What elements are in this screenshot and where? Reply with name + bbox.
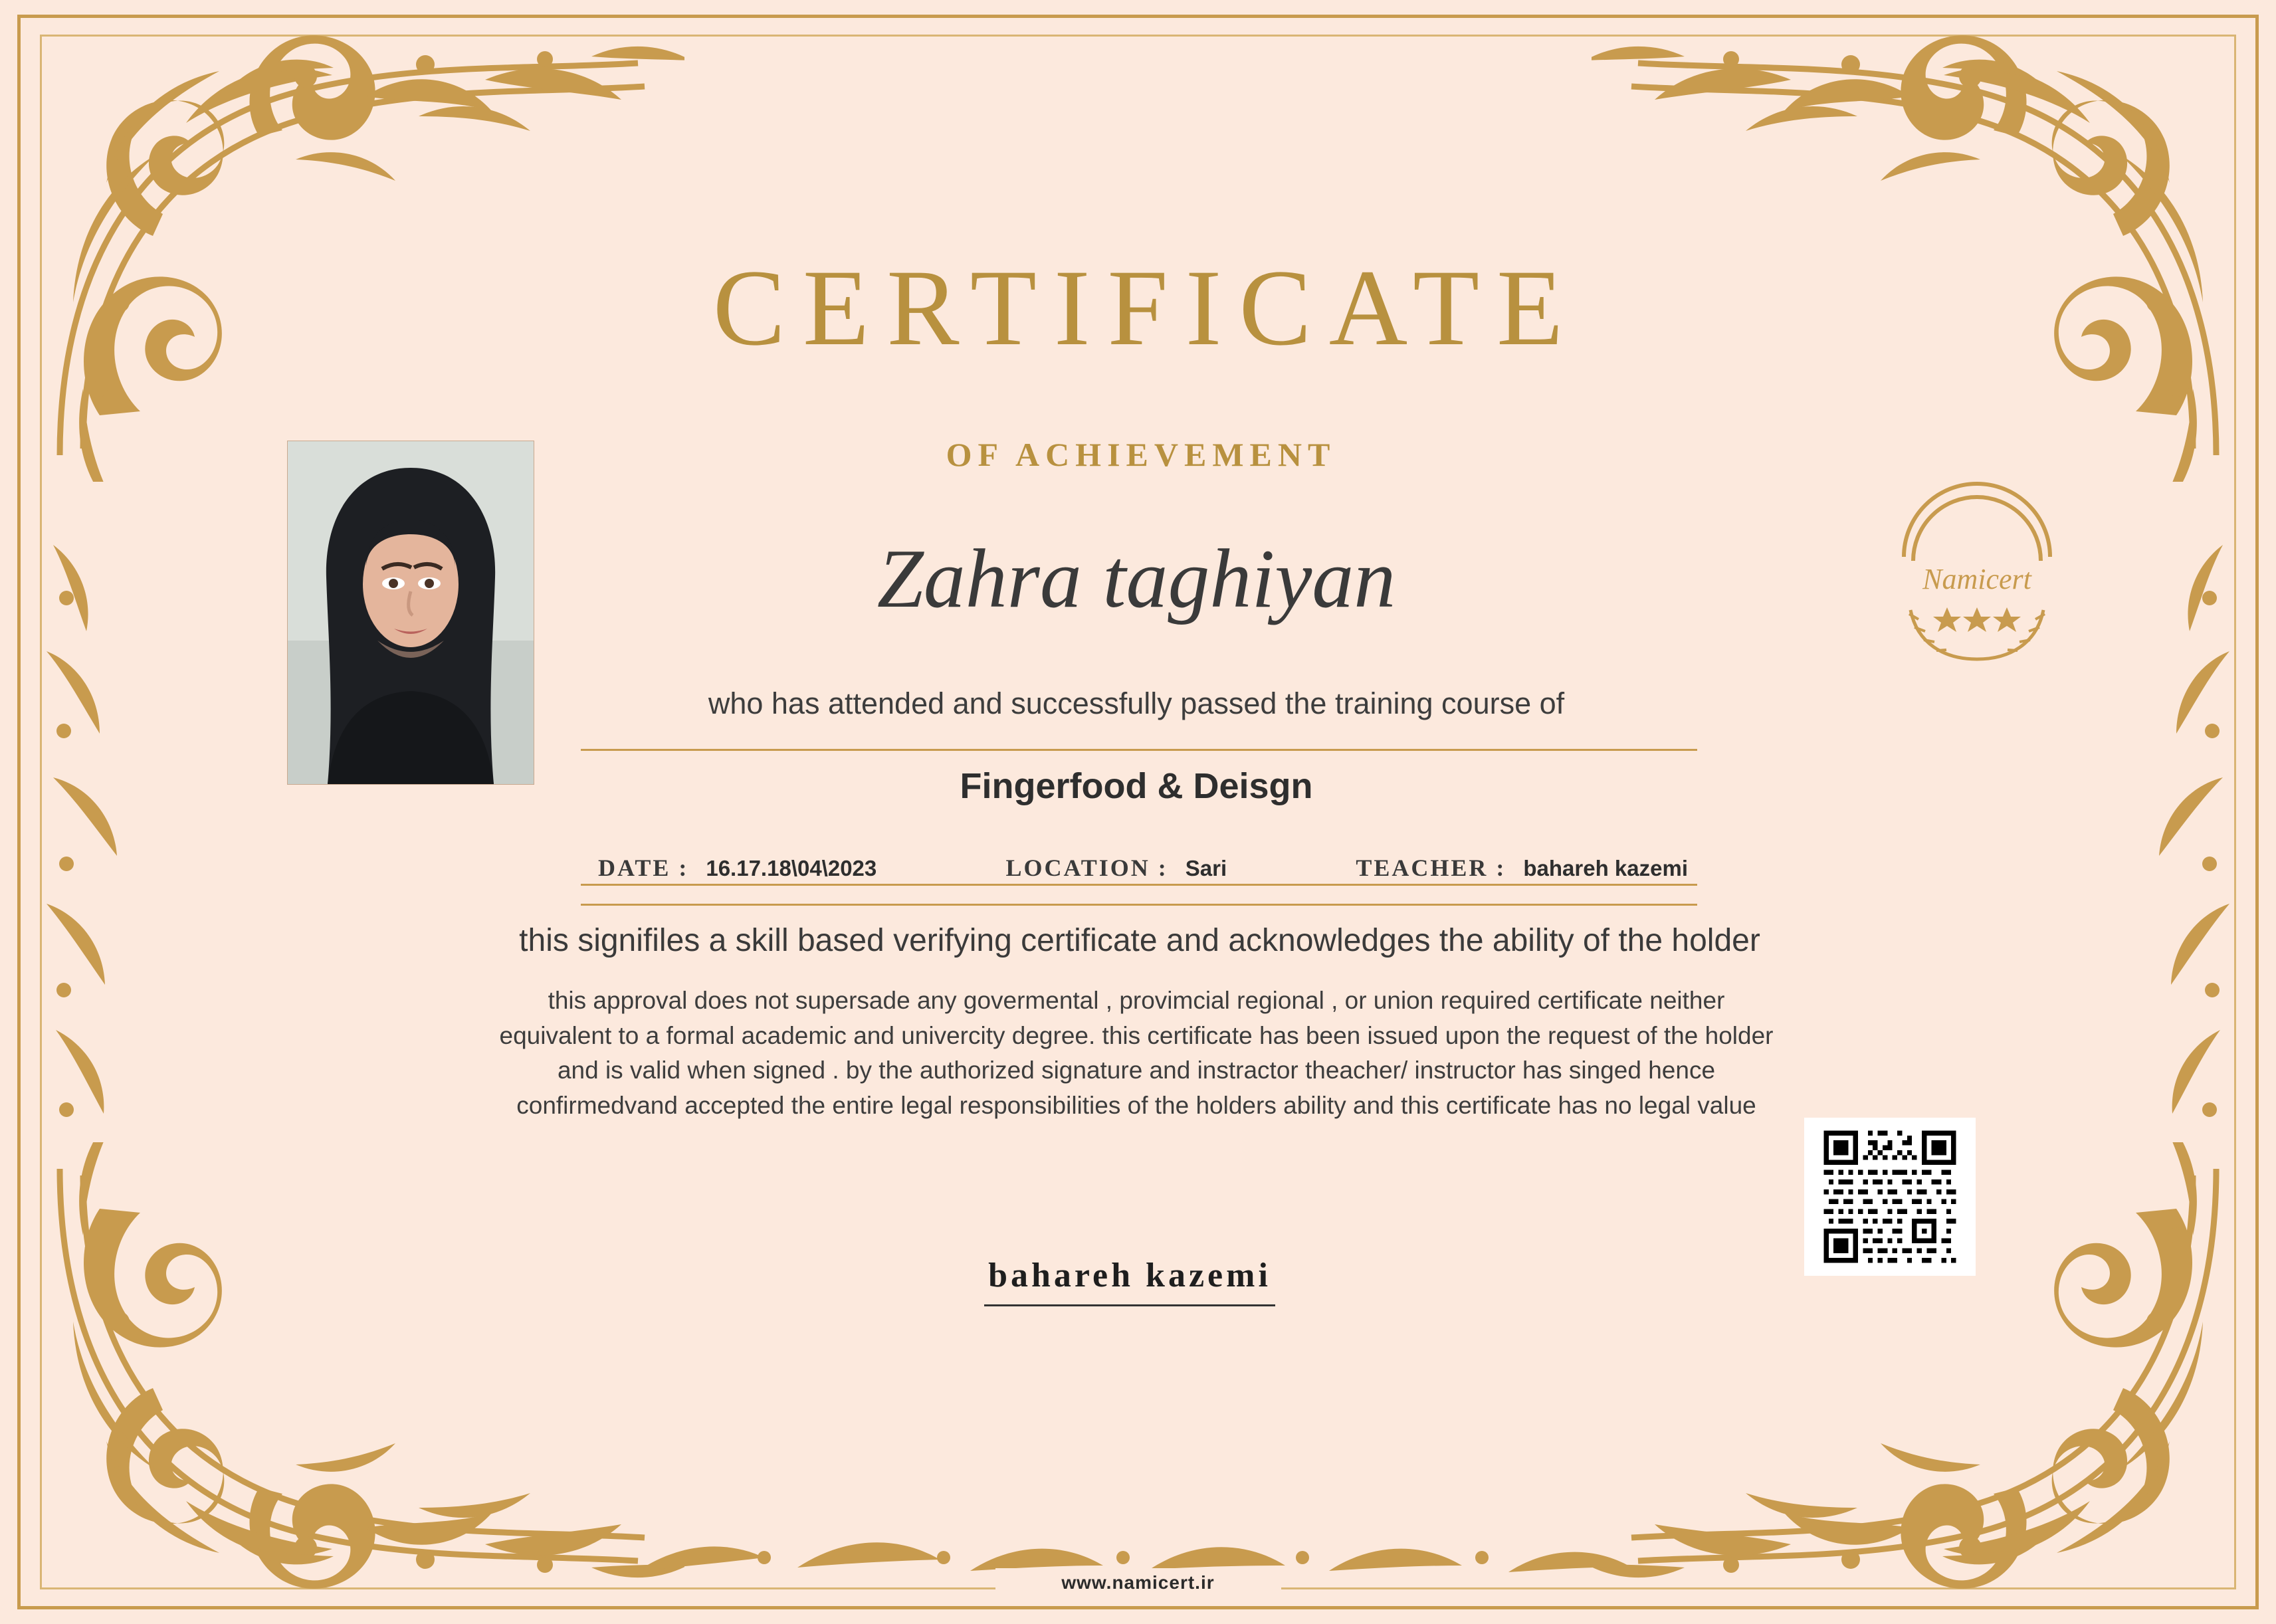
location-label: LOCATION : [1005,855,1168,881]
signature-name: bahareh kazemi [984,1256,1275,1306]
date-value: 16.17.18\04\2023 [706,856,877,880]
divider-below-meta [581,904,1697,906]
location-value: Sari [1185,856,1227,880]
signifies-line: this signifiles a skill based verifying certificate and acknowledges the ability of the holder [519,923,1760,958]
divider-above-course [581,749,1697,751]
attended-line: who has attended and successfully passed the training course of [708,686,1565,720]
meta-row [585,854,1701,882]
teacher-group [1356,854,1688,882]
qr-code[interactable] [1804,1118,1976,1276]
page-title: CERTIFICATE [712,248,1581,368]
teacher-label: TEACHER : [1356,855,1506,881]
recipient-photo [287,441,534,785]
course-name: Fingerfood & Deisgn [960,766,1313,806]
namicert-seal-icon [1864,477,2090,670]
signature-block [764,1256,1495,1306]
website-url[interactable]: www.namicert.ir [995,1568,1281,1597]
location-group [1005,854,1227,882]
certificate-subtitle: OF ACHIEVEMENT [946,436,1336,473]
svg-text:Namicert: Namicert [1922,563,2031,595]
teacher-value: bahareh kazemi [1523,856,1688,880]
date-group [598,854,877,882]
date-label: DATE : [598,855,689,881]
disclaimer-text: this approval does not supersade any govermental , provimcial regional , or union required certificate neither equivalent to a formal academic and univercity degree. this certificate has been issued upon the request of the holder and is valid when signed . by the authorized signature and instractor theacher/ instructor has singed hence confirmedvand accepted the entire legal responsibilities of the holders ability and this certificate has no legal value [499,987,1774,1119]
divider-above-meta [581,884,1697,886]
recipient-name: Zahra taghiyan [877,533,1396,625]
